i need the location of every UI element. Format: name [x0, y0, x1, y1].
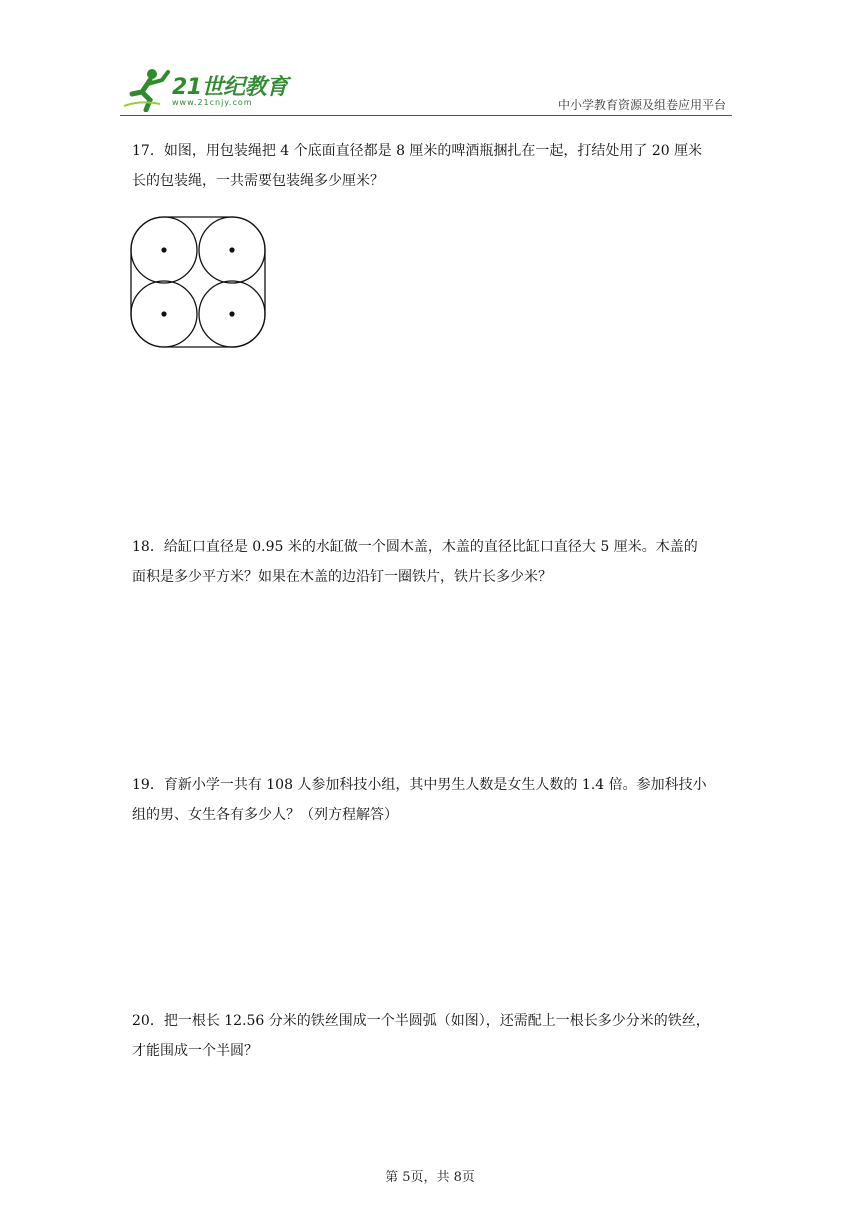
- logo: [120, 66, 300, 112]
- center-dot: [229, 247, 234, 252]
- four-bottles-figure: [130, 214, 268, 350]
- question-18-line2: 面积是多少平方米？如果在木盖的边沿钉一圈铁片，铁片长多少米？: [132, 569, 552, 585]
- platform-name: 中小学教育资源及组卷应用平台: [557, 98, 726, 112]
- question-17-line2: 长的包装绳，一共需要包装绳多少厘米？: [132, 173, 384, 189]
- page-header: [120, 66, 732, 118]
- logo-url: www.21cnjy.com: [172, 98, 253, 107]
- question-20: [132, 1006, 736, 1066]
- question-19: [132, 770, 736, 830]
- center-dot: [161, 247, 166, 252]
- question-18: [132, 532, 736, 592]
- question-17-line1: 17．如图，用包装绳把 4 个底面直径都是 8 厘米的啤酒瓶捆扎在一起，打结处用了 20 厘米: [132, 143, 703, 159]
- page-footer: 第 5页，共 8页: [385, 1170, 475, 1185]
- question-20-line2: 才能围成一个半圆？: [132, 1043, 258, 1059]
- question-19-line2: 组的男、女生各有多少人？（列方程解答）: [132, 807, 398, 823]
- runner-logo-icon: [120, 66, 172, 112]
- question-20-line1: 20．把一根长 12.56 分米的铁丝围成一个半圆弧（如图），还需配上一根长多少分米的铁丝，: [132, 1013, 710, 1029]
- center-dot: [161, 311, 166, 316]
- logo-text: 21世纪教育: [172, 75, 288, 100]
- question-19-line1: 19．育新小学一共有 108 人参加科技小组，其中男生人数是女生人数的 1.4 倍。参加科技小: [132, 777, 707, 793]
- rope-outline: [131, 217, 265, 347]
- question-17: [132, 136, 736, 196]
- header-divider: [120, 115, 732, 116]
- question-18-line1: 18．给缸口直径是 0.95 米的水缸做一个圆木盖，木盖的直径比缸口直径大 5 厘米。木盖的: [132, 539, 698, 555]
- center-dot: [229, 311, 234, 316]
